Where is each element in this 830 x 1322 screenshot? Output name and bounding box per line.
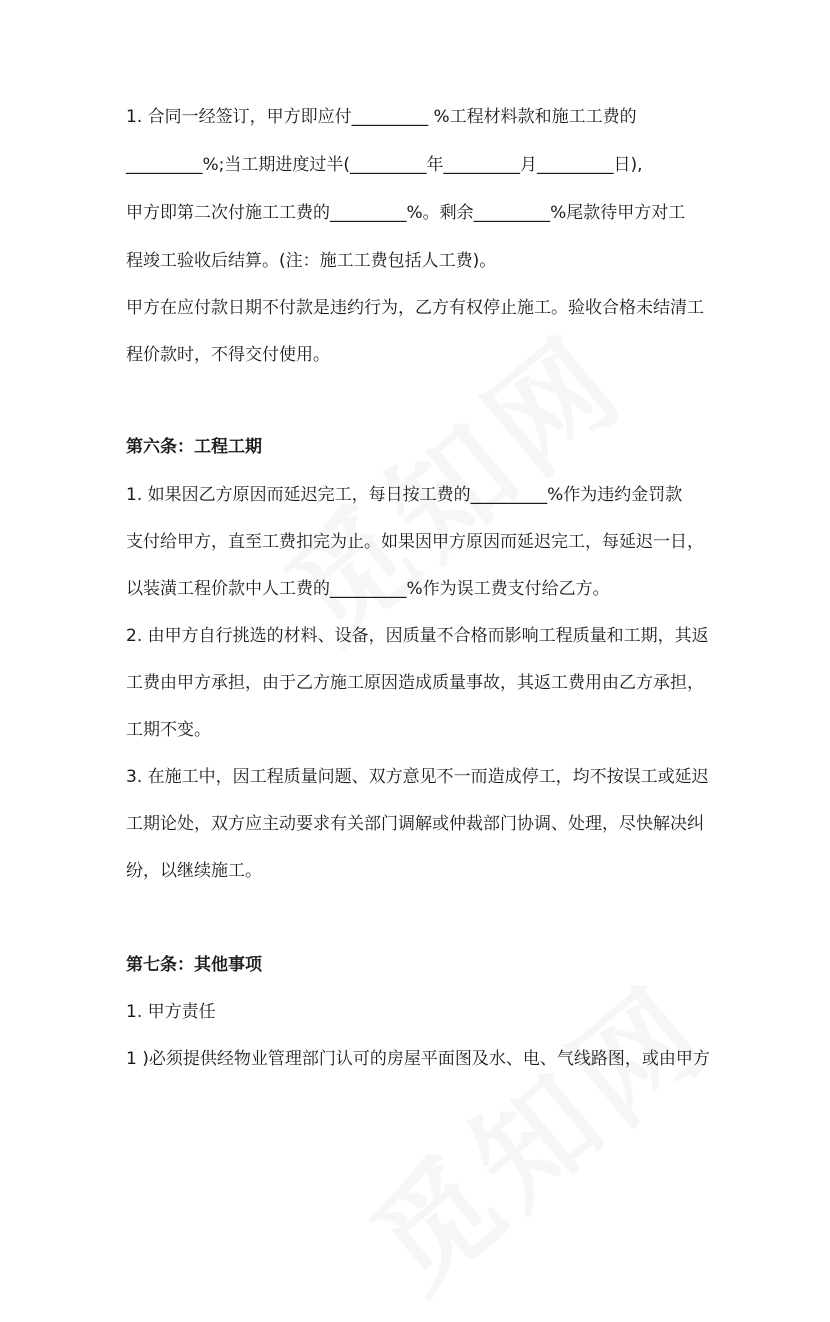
para-dispute-line-2: 工期论处，双方应主动要求有关部门调解或仲裁部门协调、处理，尽快解决纠 xyxy=(126,814,704,834)
para-party-a-title: 1. 甲方责任 xyxy=(126,1002,216,1022)
para-dispute-line-1: 3. 在施工中，因工程质量问题、双方意见不一而造成停工，均不按误工或延迟 xyxy=(126,767,709,787)
para-party-a-line-1: 1 )必须提供经物业管理部门认可的房屋平面图及水、电、气线路图，或由甲方 xyxy=(126,1049,710,1069)
para-dispute-line-3: 纷，以继续施工。 xyxy=(126,861,262,881)
heading-article-6: 第六条：工程工期 xyxy=(126,437,262,457)
heading-article-7: 第七条：其他事项 xyxy=(126,955,262,975)
para-payment-line-4: 程竣工验收后结算。(注：施工工费包括人工费)。 xyxy=(126,251,497,271)
para-payment-line-2: _________%;当工期进度过半(_________年_________月_________日), xyxy=(126,155,643,175)
para-payment-line-3: 甲方即第二次付施工工费的_________%。剩余_________%尾款待甲方对工 xyxy=(126,203,686,223)
para-delay-line-2: 支付给甲方，直至工费扣完为止。如果因甲方原因而延迟完工，每延迟一日， xyxy=(126,532,704,552)
watermark-bottom xyxy=(330,940,739,1322)
para-delay-line-1: 1. 如果因乙方原因而延迟完工，每日按工费的_________%作为违约金罚款 xyxy=(126,485,683,505)
para-materials-line-1: 2. 由甲方自行挑选的材料、设备，因质量不合格而影响工程质量和工期，其返 xyxy=(126,626,709,646)
para-delay-line-3: 以装潢工程价款中人工费的_________%作为误工费支付给乙方。 xyxy=(126,579,610,599)
para-materials-line-3: 工期不变。 xyxy=(126,720,211,740)
para-payment-line-1: 1. 合同一经签订，甲方即应付_________ %工程材料款和施工工费的 xyxy=(126,107,637,127)
para-default-line-2: 程价款时，不得交付使用。 xyxy=(126,345,330,365)
para-materials-line-2: 工费由甲方承担，由于乙方施工原因造成质量事故，其返工费用由乙方承担， xyxy=(126,673,704,693)
para-default-line-1: 甲方在应付款日期不付款是违约行为，乙方有权停止施工。验收合格未结清工 xyxy=(126,298,704,318)
